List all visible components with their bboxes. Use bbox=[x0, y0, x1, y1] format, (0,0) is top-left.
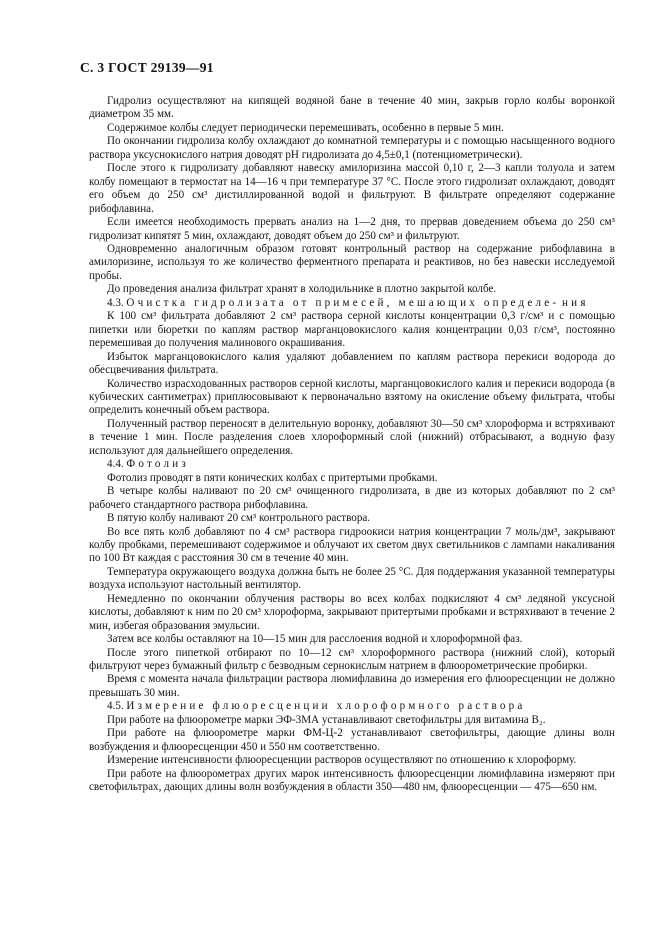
paragraph: После этого к гидролизату добавляют навеску амилоризина массой 0,10 г, 2—3 капли толуола и затем колбу помещают в термостат на 14—16 ч при температуре 37 °С. После этого гидролизат охлаждают, доводят его объем до 250 см³ дистиллированной водой и фильтруют. В фильтрате определяют содержание рибофлавина. bbox=[89, 162, 615, 215]
document-body bbox=[89, 95, 615, 795]
paragraph: Измерение интенсивности флюоресценции растворов осуществляют по отношению к хлороформу. bbox=[107, 754, 577, 767]
paragraph: Немедленно по окончании облучения растворы во всех колбах подкисляют 4 см³ ледяной уксусной кислоты, добавляют к ним по 20 см³ хлороформа, закрывают притертыми пробками и встряхивают в течение 2 мин, избегая образования эмульсии. bbox=[89, 592, 615, 632]
paragraph: В четыре колбы наливают по 20 см³ очищенного гидролизата, в две из которых добавляют по 2 см³ рабочего стандартного раствора рибофлавина. bbox=[89, 485, 615, 511]
paragraph: В пятую колбу наливают 20 см³ контрольного раствора. bbox=[107, 512, 371, 525]
paragraph: Затем все колбы оставляют на 10—15 мин для расслоения водной и хлороформной фаз. bbox=[107, 633, 523, 646]
page-header: С. 3 ГОСТ 29139—91 bbox=[80, 60, 214, 75]
paragraph: К 100 см³ фильтрата добавляют 2 см³ раствора серной кислоты концентрации 0,3 г/см³ и с помощью пипетки или бюретки по каплям раствор марганцовокислого калия концентрации 0,03 г/см³, постоянно перемешивая до получения малинового окрашивания. bbox=[89, 310, 615, 350]
paragraph: Температура окружающего воздуха должна быть не более 25 °С. Для поддержания указанной температуры воздуха используют настольный вентилятор. bbox=[89, 565, 615, 592]
section-heading-4-3 bbox=[89, 297, 615, 310]
section-title: Измерение флюоресценции хлороформного раствора bbox=[126, 700, 526, 713]
section-heading-4-5 bbox=[89, 700, 615, 713]
section-title-continued: ния bbox=[562, 296, 589, 309]
section-number: 4.3. bbox=[107, 296, 124, 309]
paragraph: До проведения анализа фильтрат хранят в холодильнике в плотно закрытой колбе. bbox=[107, 283, 497, 296]
section-number: 4.4. bbox=[107, 458, 124, 471]
section-number: 4.5. bbox=[107, 700, 124, 713]
paragraph: Одновременно аналогичным образом готовят контрольный раствор на содержание рибофлавина в амилоризине, используя то же количество ферментного препарата и реактивов, но без навески исследуемой пробы. bbox=[89, 242, 615, 282]
paragraph: После этого пипеткой отбирают по 10—12 см³ хлороформного раствора (нижний слой), который фильтруют через бумажный фильтр с безводным сернокислым натрием в флюорометрические пробирки. bbox=[89, 646, 615, 673]
paragraph: Во все пять колб добавляют по 4 см³ раствора гидроокиси натрия концентрации 7 моль/дм³, закрывают колбу пробками, перемешивают содержимое и облучают их светом двух светильников с лампами накаливания по 100 Вт каждая с расстояния 30 см в течение 40 мин. bbox=[89, 525, 615, 565]
paragraph: По окончании гидролиза колбу охлаждают до комнатной температуры и с помощью насыщенного водного раствора уксуснокислого натрия доводят рН гидролизата до 4,5±0,1 (потенциометрически). bbox=[89, 135, 615, 161]
section-title: Очистка гидролизата от примесей, мешающих определе- bbox=[126, 296, 560, 309]
paragraph: Избыток марганцовокислого калия удаляют добавлением по каплям раствора перекиси водорода до обесцвечивания фильтрата. bbox=[89, 350, 615, 377]
paragraph: Если имеется необходимость прервать анализ на 1—2 дня, то прервав доведением объема до 250 см³ гидролизат кипятят 5 мин, охлаждают, доводят объем до 250 см³ и фильтруют. bbox=[89, 216, 615, 242]
paragraph: Гидролиз осуществляют на кипящей водяной бане в течение 40 мин, закрыв горло колбы воронкой диаметром 35 мм. bbox=[89, 95, 615, 121]
paragraph: При работе на флюорометре марки ФМ-Ц-2 устанавливают светофильтры, дающие длины волн возбуждения и флюоресценции 450 и 550 нм соответственно. bbox=[89, 727, 615, 753]
paragraph: Содержимое колбы следует периодически перемешивать, особенно в первые 5 мин. bbox=[107, 121, 504, 134]
section-title: Фотолиз bbox=[126, 458, 189, 471]
paragraph: При работе на флюорометрах других марок интенсивность флюоресценции люмифлавина измеряют при светофильтрах, дающих длины волн возбуждения в области 350—480 нм, флюоресценции — 475—650 нм. bbox=[89, 767, 615, 794]
paragraph: При работе на флюорометре марки ЭФ-3МА устанавливают светофильтры для витамина В₂. bbox=[107, 713, 546, 726]
paragraph: Время с момента начала фильтрации раствора люмифлавина до измерения его флюоресценции не должно превышать 30 мин. bbox=[89, 673, 615, 699]
paragraph: Полученный раствор переносят в делительную воронку, добавляют 30—50 см³ хлороформа и встряхивают в течение 1 мин. После разделения слоев хлороформный слой (нижний) отбрасывают, а водную фазу используют для дальнейшего определения. bbox=[89, 417, 615, 457]
paragraph: Фотолиз проводят в пяти конических колбах с притертыми пробками. bbox=[107, 471, 438, 484]
section-heading-4-4 bbox=[89, 458, 615, 471]
paragraph: Количество израсходованных растворов серной кислоты, марганцовокислого калия и перекиси водорода (в кубических сантиметрах) приплюсовывают к первоначально взятому на окисление объему фильтрата, чтобы определить конечный объем раствора. bbox=[89, 377, 615, 417]
